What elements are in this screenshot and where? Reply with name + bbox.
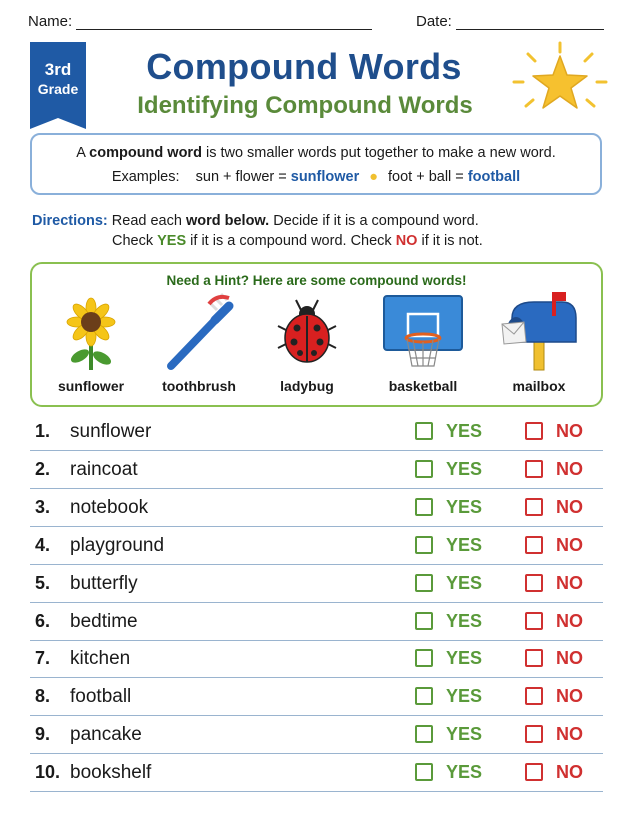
word-row: [30, 564, 603, 603]
no-label: NO: [556, 421, 583, 441]
hint-item-ladybug: [252, 292, 362, 394]
word-row: [30, 639, 603, 678]
bullet-icon: ●: [369, 169, 378, 185]
no-label: NO: [556, 610, 583, 631]
hint-title: Need a Hint? Here are some compound words!: [166, 273, 467, 288]
hint-label-ladybug: ladybug: [280, 378, 334, 394]
name-field[interactable]: [76, 29, 372, 30]
yes-checkbox[interactable]: [415, 612, 433, 630]
row-word: sunflower: [70, 421, 152, 442]
row-word: raincoat: [70, 458, 138, 480]
row-word: bookshelf: [70, 762, 152, 784]
word-row: [30, 715, 603, 754]
hint-item-sunflower: [36, 292, 146, 394]
yes-label: YES: [446, 572, 483, 593]
definition-rest: is two smaller words put together to make a new word.: [201, 145, 556, 161]
yes-checkbox[interactable]: [415, 687, 433, 705]
hint-item-mailbox: [484, 292, 594, 394]
badge-ribbon-tail: [30, 117, 86, 129]
row-number: 1.: [35, 421, 51, 441]
no-label: NO: [556, 648, 583, 669]
no-checkbox[interactable]: [525, 612, 543, 630]
no-label: NO: [556, 534, 583, 555]
yes-label: YES: [446, 496, 483, 517]
ladybug-icon: [272, 292, 342, 372]
row-number: 10.: [35, 762, 61, 783]
grade-badge-line2: Grade: [37, 81, 79, 97]
word-row: [30, 677, 603, 716]
row-word: playground: [70, 534, 165, 556]
word-row: [30, 602, 603, 641]
definition-prefix: A: [76, 145, 90, 161]
no-label: NO: [556, 686, 583, 707]
no-checkbox[interactable]: [525, 687, 543, 705]
no-checkbox[interactable]: [525, 422, 543, 440]
hint-label-basketball: basketball: [388, 378, 458, 394]
no-label: NO: [556, 496, 583, 517]
example1-result: sunflower: [290, 169, 360, 185]
directions-yes: YES: [157, 233, 187, 249]
no-label: NO: [556, 762, 583, 783]
directions-label: Directions:: [32, 213, 108, 229]
yes-label: YES: [446, 421, 483, 441]
yes-label: YES: [446, 762, 483, 783]
directions-line2: [112, 233, 483, 249]
word-row: [30, 412, 603, 451]
yes-label: YES: [446, 686, 483, 707]
row-number: 4.: [35, 534, 51, 555]
row-number: 5.: [35, 572, 51, 593]
no-checkbox[interactable]: [525, 649, 543, 667]
word-row: [30, 526, 603, 565]
no-checkbox[interactable]: [525, 536, 543, 554]
yes-checkbox[interactable]: [415, 725, 433, 743]
definition-box: [30, 133, 602, 195]
yes-label: YES: [446, 610, 483, 631]
yes-label: YES: [446, 648, 483, 669]
yes-label: YES: [446, 458, 483, 479]
row-number: 7.: [35, 648, 51, 669]
yes-checkbox[interactable]: [415, 574, 433, 592]
row-word: butterfly: [70, 572, 138, 594]
star-icon: [508, 40, 608, 116]
no-label: NO: [556, 572, 583, 593]
yes-checkbox[interactable]: [415, 460, 433, 478]
example2-parts: foot + ball =: [388, 169, 468, 185]
hint-item-basketball: [368, 292, 478, 394]
row-number: 3.: [35, 496, 51, 517]
directions-line1: [32, 213, 479, 229]
yes-label: YES: [446, 724, 483, 745]
mailbox-icon: [496, 292, 582, 372]
row-word: notebook: [70, 496, 149, 518]
directions-no: NO: [395, 233, 418, 249]
directions-t1c: Decide if it is a compound word.: [269, 213, 479, 229]
yes-checkbox[interactable]: [415, 536, 433, 554]
row-word: football: [70, 686, 132, 708]
word-row: [30, 488, 603, 527]
word-row: [30, 753, 603, 792]
toothbrush-icon: [159, 292, 239, 372]
definition-text: [30, 145, 602, 161]
hint-label-sunflower: sunflower: [57, 378, 125, 394]
definition-term: compound word: [89, 145, 202, 161]
grade-badge: [30, 42, 86, 118]
directions-t1: Read each: [107, 213, 186, 229]
row-word: pancake: [70, 724, 142, 746]
row-number: 9.: [35, 724, 51, 745]
row-number: 6.: [35, 610, 51, 631]
no-checkbox[interactable]: [525, 725, 543, 743]
date-label: Date:: [416, 13, 452, 30]
name-label: Name:: [28, 13, 73, 30]
no-checkbox[interactable]: [525, 763, 543, 781]
row-number: 8.: [35, 686, 51, 707]
yes-checkbox[interactable]: [415, 498, 433, 516]
sunflower-icon: [56, 292, 126, 372]
grade-badge-line1: 3rd: [44, 60, 72, 79]
date-field[interactable]: [456, 29, 604, 30]
row-number: 2.: [35, 458, 51, 479]
no-label: NO: [556, 458, 583, 479]
example1-parts: sun + flower =: [195, 169, 291, 185]
example2-result: football: [467, 169, 521, 185]
directions-t1b: word below.: [185, 213, 270, 229]
basketball-hoop-icon: [378, 292, 468, 372]
row-word: kitchen: [70, 648, 131, 670]
directions-t3: if it is a compound word. Check: [186, 233, 396, 249]
hint-item-toothbrush: [144, 292, 254, 394]
directions-t4: if it is not.: [417, 233, 483, 249]
row-word: bedtime: [70, 610, 138, 632]
page-subtitle: Identifying Compound Words: [137, 92, 473, 119]
no-checkbox[interactable]: [525, 574, 543, 592]
hint-label-toothbrush: toothbrush: [162, 378, 236, 394]
word-row: [30, 450, 603, 489]
yes-checkbox[interactable]: [415, 649, 433, 667]
no-checkbox[interactable]: [525, 498, 543, 516]
directions-t2: Check: [112, 233, 158, 249]
page-title: Compound Words: [146, 46, 462, 87]
no-label: NO: [556, 724, 583, 745]
examples-label: Examples:: [111, 169, 180, 185]
examples-text: [30, 169, 602, 185]
no-checkbox[interactable]: [525, 460, 543, 478]
yes-checkbox[interactable]: [415, 763, 433, 781]
yes-checkbox[interactable]: [415, 422, 433, 440]
hint-label-mailbox: mailbox: [512, 378, 566, 394]
yes-label: YES: [446, 534, 483, 555]
